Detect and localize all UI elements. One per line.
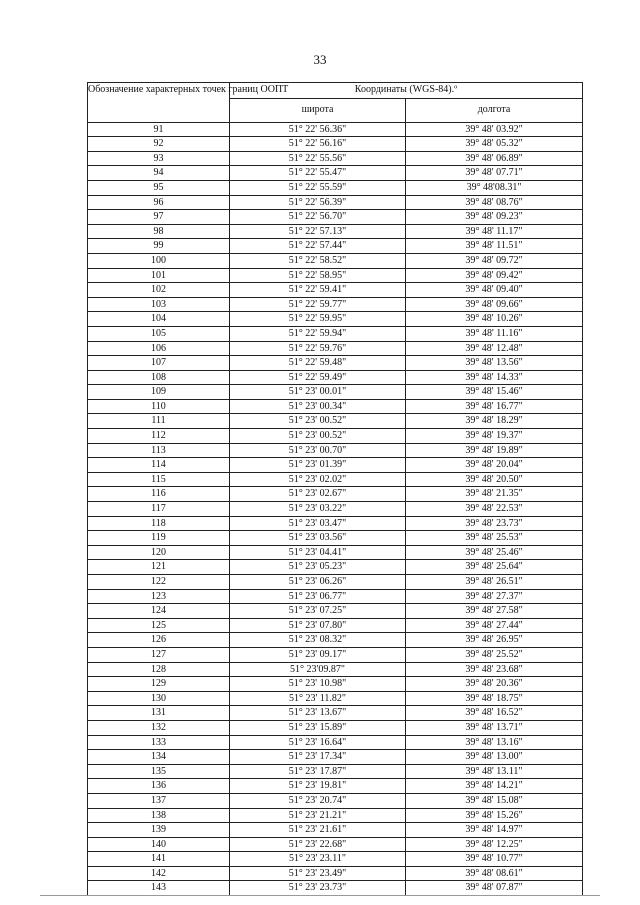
table-row bbox=[88, 575, 583, 590]
table-row bbox=[88, 647, 583, 662]
point-id-cell: 131 bbox=[88, 706, 230, 721]
longitude-cell: 39° 48' 23.73" bbox=[406, 516, 583, 531]
latitude-cell: 51° 22' 59.49" bbox=[230, 370, 406, 385]
point-id-cell: 125 bbox=[88, 618, 230, 633]
point-id-cell: 112 bbox=[88, 429, 230, 444]
table-row bbox=[88, 866, 583, 881]
table-row bbox=[88, 472, 583, 487]
table-row bbox=[88, 808, 583, 823]
longitude-cell: 39° 48' 25.53" bbox=[406, 531, 583, 546]
latitude-cell: 51° 22' 59.76" bbox=[230, 341, 406, 356]
point-id-cell: 92 bbox=[88, 137, 230, 152]
longitude-cell: 39° 48' 11.51" bbox=[406, 239, 583, 254]
table-row bbox=[88, 297, 583, 312]
point-id-cell: 119 bbox=[88, 531, 230, 546]
latitude-cell: 51° 23' 08.32" bbox=[230, 633, 406, 648]
longitude-cell: 39° 48' 09.42" bbox=[406, 268, 583, 283]
table-row bbox=[88, 779, 583, 794]
latitude-cell: 51° 22' 56.16" bbox=[230, 137, 406, 152]
latitude-cell: 51° 23' 09.17" bbox=[230, 647, 406, 662]
table-row bbox=[88, 677, 583, 692]
point-id-cell: 96 bbox=[88, 195, 230, 210]
latitude-cell: 51° 23' 02.67" bbox=[230, 487, 406, 502]
longitude-cell: 39° 48' 13.56" bbox=[406, 356, 583, 371]
coordinates-table bbox=[87, 82, 583, 896]
latitude-cell: 51° 22' 55.56" bbox=[230, 151, 406, 166]
latitude-cell: 51° 23' 21.21" bbox=[230, 808, 406, 823]
table-row bbox=[88, 720, 583, 735]
longitude-cell: 39° 48' 14.97" bbox=[406, 823, 583, 838]
latitude-cell: 51° 22' 59.41" bbox=[230, 283, 406, 298]
table-row bbox=[88, 239, 583, 254]
point-id-cell: 135 bbox=[88, 764, 230, 779]
table-row bbox=[88, 326, 583, 341]
point-id-cell: 111 bbox=[88, 414, 230, 429]
header-coordinates: Координаты (WGS-84).º bbox=[230, 83, 583, 99]
point-id-cell: 129 bbox=[88, 677, 230, 692]
longitude-cell: 39° 48' 20.04" bbox=[406, 458, 583, 473]
longitude-cell: 39° 48' 12.25" bbox=[406, 837, 583, 852]
latitude-cell: 51° 23' 00.70" bbox=[230, 443, 406, 458]
table-row bbox=[88, 502, 583, 517]
header-longitude: долгота bbox=[406, 98, 583, 122]
table-row bbox=[88, 589, 583, 604]
latitude-cell: 51° 23' 21.61" bbox=[230, 823, 406, 838]
longitude-cell: 39° 48' 25.64" bbox=[406, 560, 583, 575]
point-id-cell: 93 bbox=[88, 151, 230, 166]
point-id-cell: 99 bbox=[88, 239, 230, 254]
footer-divider bbox=[40, 895, 600, 896]
longitude-cell: 39° 48' 26.51" bbox=[406, 575, 583, 590]
table-row bbox=[88, 633, 583, 648]
latitude-cell: 51° 22' 58.52" bbox=[230, 253, 406, 268]
longitude-cell: 39° 48' 11.16" bbox=[406, 326, 583, 341]
latitude-cell: 51° 23' 06.26" bbox=[230, 575, 406, 590]
latitude-cell: 51° 23' 01.39" bbox=[230, 458, 406, 473]
longitude-cell: 39° 48' 09.72" bbox=[406, 253, 583, 268]
table-row bbox=[88, 414, 583, 429]
longitude-cell: 39° 48' 19.37" bbox=[406, 429, 583, 444]
longitude-cell: 39° 48' 13.00" bbox=[406, 750, 583, 765]
longitude-cell: 39° 48' 18.75" bbox=[406, 691, 583, 706]
latitude-cell: 51° 23' 22.68" bbox=[230, 837, 406, 852]
point-id-cell: 95 bbox=[88, 180, 230, 195]
latitude-cell: 51° 22' 56.36" bbox=[230, 122, 406, 137]
longitude-cell: 39° 48' 14.33" bbox=[406, 370, 583, 385]
point-id-cell: 103 bbox=[88, 297, 230, 312]
point-id-cell: 130 bbox=[88, 691, 230, 706]
longitude-cell: 39° 48' 07.87" bbox=[406, 881, 583, 896]
point-id-cell: 127 bbox=[88, 647, 230, 662]
table-row bbox=[88, 545, 583, 560]
point-id-cell: 141 bbox=[88, 852, 230, 867]
point-id-cell: 132 bbox=[88, 720, 230, 735]
table-row bbox=[88, 224, 583, 239]
table-row bbox=[88, 691, 583, 706]
table-row bbox=[88, 516, 583, 531]
longitude-cell: 39° 48' 14.21" bbox=[406, 779, 583, 794]
latitude-cell: 51° 23'09.87" bbox=[230, 662, 406, 677]
latitude-cell: 51° 23' 03.56" bbox=[230, 531, 406, 546]
point-id-cell: 105 bbox=[88, 326, 230, 341]
longitude-cell: 39° 48' 27.37" bbox=[406, 589, 583, 604]
longitude-cell: 39° 48' 25.46" bbox=[406, 545, 583, 560]
longitude-cell: 39° 48' 26.95" bbox=[406, 633, 583, 648]
page-number: 33 bbox=[313, 52, 327, 67]
point-id-cell: 109 bbox=[88, 385, 230, 400]
table-row bbox=[88, 793, 583, 808]
longitude-cell: 39° 48' 08.61" bbox=[406, 866, 583, 881]
point-id-cell: 106 bbox=[88, 341, 230, 356]
table-row bbox=[88, 560, 583, 575]
point-id-cell: 113 bbox=[88, 443, 230, 458]
point-id-cell: 126 bbox=[88, 633, 230, 648]
point-id-cell: 120 bbox=[88, 545, 230, 560]
latitude-cell: 51° 22' 55.47" bbox=[230, 166, 406, 181]
point-id-cell: 138 bbox=[88, 808, 230, 823]
longitude-cell: 39° 48' 11.17" bbox=[406, 224, 583, 239]
longitude-cell: 39° 48' 09.40" bbox=[406, 283, 583, 298]
table-row bbox=[88, 662, 583, 677]
longitude-cell: 39° 48' 20.36" bbox=[406, 677, 583, 692]
point-id-cell: 137 bbox=[88, 793, 230, 808]
longitude-cell: 39° 48' 16.52" bbox=[406, 706, 583, 721]
point-id-cell: 97 bbox=[88, 210, 230, 225]
longitude-cell: 39° 48' 15.46" bbox=[406, 385, 583, 400]
latitude-cell: 51° 22' 57.13" bbox=[230, 224, 406, 239]
latitude-cell: 51° 22' 59.48" bbox=[230, 356, 406, 371]
latitude-cell: 51° 23' 13.67" bbox=[230, 706, 406, 721]
point-id-cell: 94 bbox=[88, 166, 230, 181]
longitude-cell: 39° 48' 23.68" bbox=[406, 662, 583, 677]
point-id-cell: 100 bbox=[88, 253, 230, 268]
table-row bbox=[88, 312, 583, 327]
point-id-cell: 101 bbox=[88, 268, 230, 283]
point-id-cell: 139 bbox=[88, 823, 230, 838]
longitude-cell: 39° 48' 09.23" bbox=[406, 210, 583, 225]
latitude-cell: 51° 22' 55.59" bbox=[230, 180, 406, 195]
table-row bbox=[88, 122, 583, 137]
longitude-cell: 39° 48' 03.92" bbox=[406, 122, 583, 137]
longitude-cell: 39° 48' 22.53" bbox=[406, 502, 583, 517]
latitude-cell: 51° 23' 06.77" bbox=[230, 589, 406, 604]
table-row bbox=[88, 618, 583, 633]
latitude-cell: 51° 22' 56.70" bbox=[230, 210, 406, 225]
point-id-cell: 121 bbox=[88, 560, 230, 575]
table-row bbox=[88, 823, 583, 838]
latitude-cell: 51° 23' 04.41" bbox=[230, 545, 406, 560]
latitude-cell: 51° 23' 02.02" bbox=[230, 472, 406, 487]
point-id-cell: 128 bbox=[88, 662, 230, 677]
table-row bbox=[88, 356, 583, 371]
longitude-cell: 39° 48' 18.29" bbox=[406, 414, 583, 429]
latitude-cell: 51° 23' 07.25" bbox=[230, 604, 406, 619]
longitude-cell: 39° 48' 12.48" bbox=[406, 341, 583, 356]
table-row bbox=[88, 443, 583, 458]
latitude-cell: 51° 23' 03.47" bbox=[230, 516, 406, 531]
longitude-cell: 39° 48' 10.77" bbox=[406, 852, 583, 867]
table-row bbox=[88, 137, 583, 152]
table-row bbox=[88, 268, 583, 283]
longitude-cell: 39° 48' 25.52" bbox=[406, 647, 583, 662]
point-id-cell: 117 bbox=[88, 502, 230, 517]
table-row bbox=[88, 837, 583, 852]
table-row bbox=[88, 166, 583, 181]
table-row bbox=[88, 487, 583, 502]
latitude-cell: 51° 23' 07.80" bbox=[230, 618, 406, 633]
header-latitude: широта bbox=[230, 98, 406, 122]
latitude-cell: 51° 23' 23.73" bbox=[230, 881, 406, 896]
table-row bbox=[88, 735, 583, 750]
latitude-cell: 51° 22' 59.77" bbox=[230, 297, 406, 312]
point-id-cell: 107 bbox=[88, 356, 230, 371]
longitude-cell: 39° 48' 21.35" bbox=[406, 487, 583, 502]
longitude-cell: 39° 48' 10.26" bbox=[406, 312, 583, 327]
latitude-cell: 51° 23' 11.82" bbox=[230, 691, 406, 706]
point-id-cell: 140 bbox=[88, 837, 230, 852]
point-id-cell: 110 bbox=[88, 399, 230, 414]
table-row bbox=[88, 881, 583, 896]
table-row bbox=[88, 195, 583, 210]
table-row bbox=[88, 253, 583, 268]
point-id-cell: 122 bbox=[88, 575, 230, 590]
latitude-cell: 51° 23' 00.52" bbox=[230, 414, 406, 429]
point-id-cell: 123 bbox=[88, 589, 230, 604]
latitude-cell: 51° 23' 05.23" bbox=[230, 560, 406, 575]
longitude-cell: 39° 48' 13.71" bbox=[406, 720, 583, 735]
latitude-cell: 51° 23' 20.74" bbox=[230, 793, 406, 808]
longitude-cell: 39° 48' 27.58" bbox=[406, 604, 583, 619]
latitude-cell: 51° 22' 56.39" bbox=[230, 195, 406, 210]
latitude-cell: 51° 23' 15.89" bbox=[230, 720, 406, 735]
point-id-cell: 102 bbox=[88, 283, 230, 298]
longitude-cell: 39° 48' 06.89" bbox=[406, 151, 583, 166]
latitude-cell: 51° 23' 23.49" bbox=[230, 866, 406, 881]
latitude-cell: 51° 22' 59.95" bbox=[230, 312, 406, 327]
point-id-cell: 114 bbox=[88, 458, 230, 473]
table-row bbox=[88, 283, 583, 298]
table-row bbox=[88, 180, 583, 195]
longitude-cell: 39° 48'08.31" bbox=[406, 180, 583, 195]
longitude-cell: 39° 48' 05.32" bbox=[406, 137, 583, 152]
longitude-cell: 39° 48' 13.16" bbox=[406, 735, 583, 750]
point-id-cell: 108 bbox=[88, 370, 230, 385]
point-id-cell: 124 bbox=[88, 604, 230, 619]
latitude-cell: 51° 23' 23.11" bbox=[230, 852, 406, 867]
point-id-cell: 116 bbox=[88, 487, 230, 502]
table-row bbox=[88, 370, 583, 385]
longitude-cell: 39° 48' 15.08" bbox=[406, 793, 583, 808]
latitude-cell: 51° 23' 16.64" bbox=[230, 735, 406, 750]
latitude-cell: 51° 23' 17.87" bbox=[230, 764, 406, 779]
point-id-cell: 134 bbox=[88, 750, 230, 765]
longitude-cell: 39° 48' 16.77" bbox=[406, 399, 583, 414]
table-row bbox=[88, 531, 583, 546]
latitude-cell: 51° 23' 17.34" bbox=[230, 750, 406, 765]
table-row bbox=[88, 429, 583, 444]
table-row bbox=[88, 764, 583, 779]
table-row bbox=[88, 399, 583, 414]
point-id-cell: 143 bbox=[88, 881, 230, 896]
table-row bbox=[88, 151, 583, 166]
table-row bbox=[88, 750, 583, 765]
table-row bbox=[88, 341, 583, 356]
point-id-cell: 136 bbox=[88, 779, 230, 794]
point-id-cell: 91 bbox=[88, 122, 230, 137]
latitude-cell: 51° 23' 00.01" bbox=[230, 385, 406, 400]
latitude-cell: 51° 22' 57.44" bbox=[230, 239, 406, 254]
table-row bbox=[88, 385, 583, 400]
latitude-cell: 51° 23' 00.34" bbox=[230, 399, 406, 414]
latitude-cell: 51° 22' 58.95" bbox=[230, 268, 406, 283]
longitude-cell: 39° 48' 13.11" bbox=[406, 764, 583, 779]
longitude-cell: 39° 48' 20.50" bbox=[406, 472, 583, 487]
longitude-cell: 39° 48' 09.66" bbox=[406, 297, 583, 312]
point-id-cell: 98 bbox=[88, 224, 230, 239]
point-id-cell: 115 bbox=[88, 472, 230, 487]
longitude-cell: 39° 48' 07.71" bbox=[406, 166, 583, 181]
latitude-cell: 51° 23' 00.52" bbox=[230, 429, 406, 444]
longitude-cell: 39° 48' 08.76" bbox=[406, 195, 583, 210]
table-body bbox=[88, 122, 583, 895]
latitude-cell: 51° 23' 10.98" bbox=[230, 677, 406, 692]
longitude-cell: 39° 48' 15.26" bbox=[406, 808, 583, 823]
table-row bbox=[88, 210, 583, 225]
latitude-cell: 51° 23' 03.22" bbox=[230, 502, 406, 517]
point-id-cell: 133 bbox=[88, 735, 230, 750]
table-row bbox=[88, 852, 583, 867]
table-header bbox=[88, 83, 583, 123]
point-id-cell: 104 bbox=[88, 312, 230, 327]
latitude-cell: 51° 23' 19.81" bbox=[230, 779, 406, 794]
point-id-cell: 118 bbox=[88, 516, 230, 531]
header-point-designation: Обозначение характерных точек границ ООПТ bbox=[88, 83, 230, 123]
point-id-cell: 142 bbox=[88, 866, 230, 881]
longitude-cell: 39° 48' 27.44" bbox=[406, 618, 583, 633]
table-row bbox=[88, 458, 583, 473]
longitude-cell: 39° 48' 19.89" bbox=[406, 443, 583, 458]
table-row bbox=[88, 604, 583, 619]
latitude-cell: 51° 22' 59.94" bbox=[230, 326, 406, 341]
table-row bbox=[88, 706, 583, 721]
